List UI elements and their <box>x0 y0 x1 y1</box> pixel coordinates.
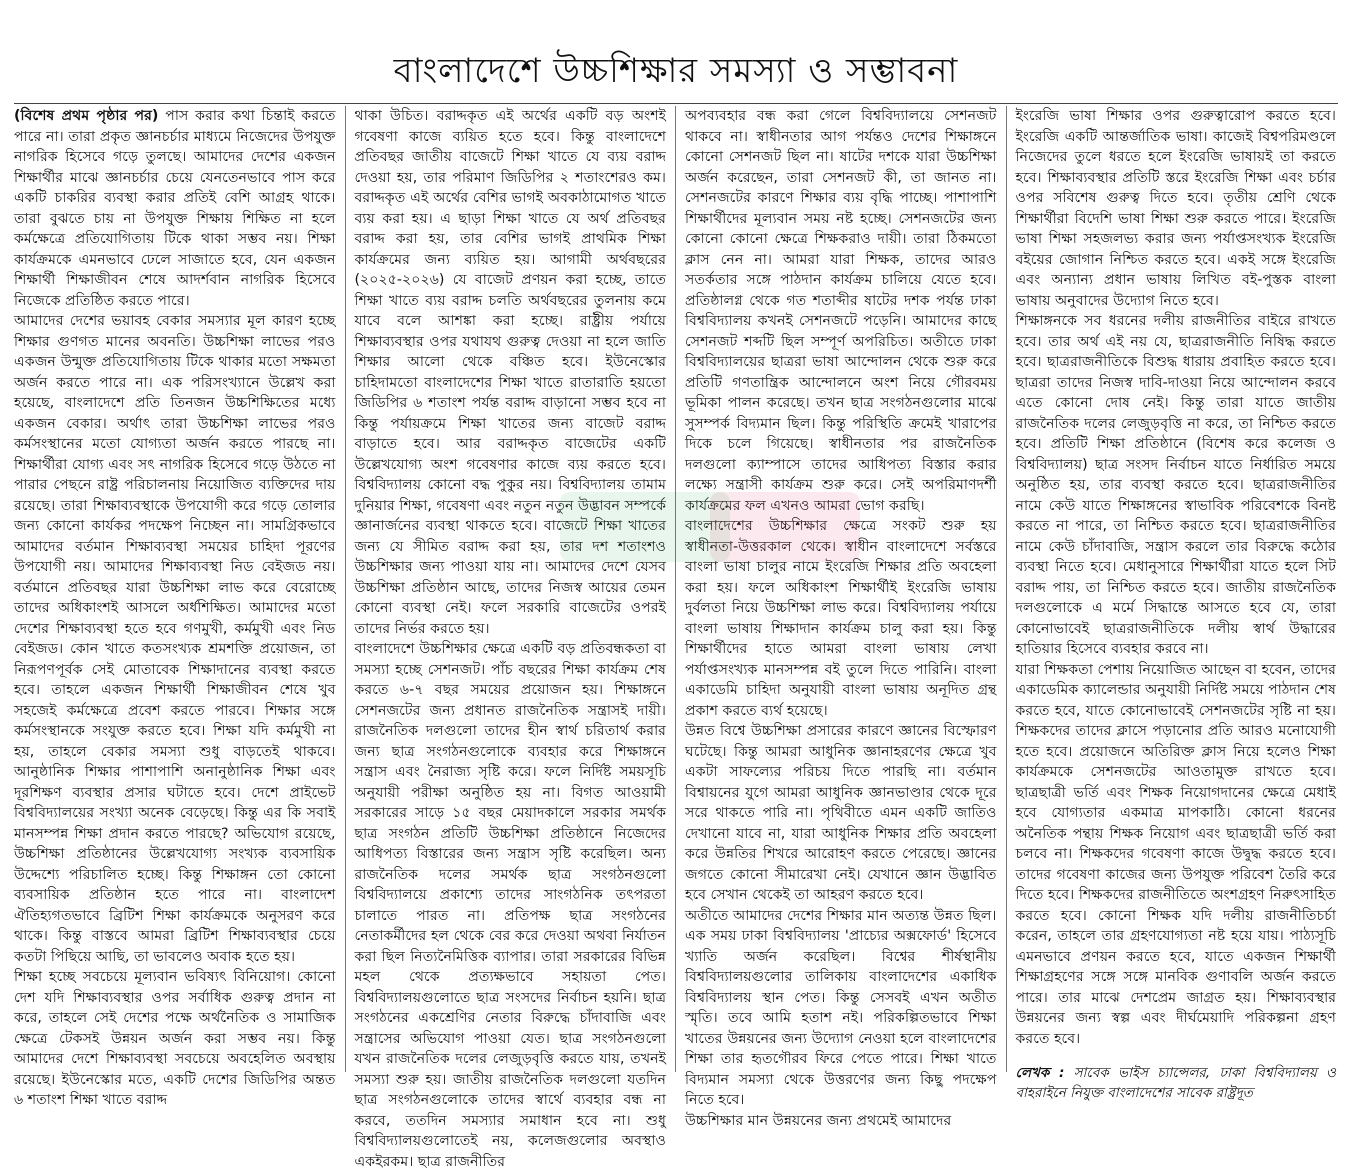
paragraph: উন্নত বিশ্বে উচ্চশিক্ষা প্রসারের কারণে জ্ঞানের বিস্ফোরণ ঘটেছে। কিন্তু আমরা আধুনিক জ্ঞানাহরণের ক্ষেত্রে খুব একটা সাফল্যের পরিচয় দিতে পারছি না। বর্তমান বিশ্বায়নের যুগে আমরা আধুনিক জ্ঞানভাণ্ডার থেকে দূরে সরে থাকতে পারি না। পৃথিবীতে এমন একটি জাতিও দেখানো যাবে না, যারা আধুনিক শিক্ষার প্রতি অবহেলা করে উন্নতির শিখরে আরোহণ করতে পেরেছে। জ্ঞানের জগতে কোনো সীমারেখা নেই। যেখানে জ্ঞান উদ্ভাবিত হবে সেখান থেকেই তা আহরণ করতে হবে। <box>685 723 997 903</box>
continuation-label: (বিশেষ প্রথম পৃষ্ঠার পর) <box>14 108 159 124</box>
paragraph: শিক্ষা হচ্ছে সবচেয়ে মূল্যবান ভবিষ্যৎ বিনিয়োগ। কোনো দেশ যদি শিক্ষাব্যবস্থার ওপর সর্বাধিক গুরুত্ব প্রদান না করে, তাহলে সেই দেশের পক্ষে অর্থনৈতিক ও সামাজিক ক্ষেত্রে টেকসই উন্নয়ন অর্জন করা সম্ভব নয়। কিন্তু আমাদের দেশে শিক্ষাব্যবস্থা সবচেয়ে অবহেলিত অবস্থায় রয়েছে। ইউনেস্কোর মতে, একটি দেশের জিডিপির অন্তত ৬ শতাংশ শিক্ষা খাতে বরাদ্দ <box>14 969 336 1108</box>
paragraph: যারা শিক্ষকতা পেশায় নিয়োজিত আছেন বা হবেন, তাদের একাডেমিক ক্যালেন্ডার অনুযায়ী নির্দিষ্ট সময়ে পাঠদান শেষ করতে হবে, যাতে কোনোভাবেই সেশনজটের সৃষ্টি না হয়। শিক্ষকদের তাদের ক্লাসে পড়ানোর প্রতি আরও মনোযোগী হতে হবে। প্রয়োজনে অতিরিক্ত ক্লাস নিয়ে হলেও শিক্ষা কার্যক্রমকে সেশনজটের আওতামুক্ত রাখতে হবে। ছাত্রছাত্রী ভর্তি এবং শিক্ষক নিয়োগদানের ক্ষেত্রে মেধাই হবে যোগ্যতার একমাত্র মাপকাঠি। কোনো ধরনের অনৈতিক পন্থায় শিক্ষক নিয়োগ এবং ছাত্রছাত্রী ভর্তি করা চলবে না। শিক্ষকদের গবেষণা কাজে উদ্বুদ্ধ করতে হবে। তাদের গবেষণা কাজের জন্য উপযুক্ত পরিবেশ তৈরি করে দিতে হবে। শিক্ষকদের রাজনীতিতে অংশগ্রহণ নিরুৎসাহিত করতে হবে। কোনো শিক্ষক যদি দলীয় রাজনীতিচর্চা করেন, তাহলে তার গ্রহণযোগ্যতা নষ্ট হয়ে যায়। পাঠ্যসূচি এমনভাবে প্রণয়ন করতে হবে, যাতে একজন শিক্ষার্থী শিক্ষাগ্রহণের সঙ্গে সঙ্গে মানবিক গুণাবলি অর্জন করতে পারে। তার মাঝে দেশপ্রেম জাগ্রত হয়। শিক্ষাব্যবস্থার উন্নয়নের জন্য স্বল্প এবং দীর্ঘমেয়াদি পরিকল্পনা গ্রহণ করতে হবে। <box>1015 661 1336 1047</box>
paragraph: ইংরেজি ভাষা শিক্ষার ওপর গুরুত্বারোপ করতে হবে। ইংরেজি একটি আন্তর্জাতিক ভাষা। কাজেই বিশ্বপরিমণ্ডলে নিজেদের তুলে ধরতে হলে ইংরেজি ভাষায়ই তা করতে হবে। শিক্ষাব্যবস্থার প্রতিটি স্তরে ইংরেজি শিক্ষা এবং চর্চার ওপর সবিশেষ গুরুত্ব দিতে হবে। তৃতীয় শ্রেণি থেকে শিক্ষার্থীরা বিদেশি ভাষা শিক্ষা শুরু করতে পারে। ইংরেজি ভাষা শিক্ষা সহজলভ্য করার জন্য পর্যাপ্তসংখ্যক ইংরেজি বইয়ের জোগান নিশ্চিত করতে হবে। একই সঙ্গে ইংরেজি এবং অন্যান্য প্রধান ভাষায় লিখিত বই-পুস্তক বাংলা ভাষায় অনুবাদের উদ্যোগ নিতে হবে। <box>1015 108 1336 309</box>
paragraph: থাকা উচিত। বরাদ্দকৃত এই অর্থের একটি বড় অংশই গবেষণা কাজে ব্যয়িত হতে হবে। কিন্তু বাংলাদেশে প্রতিবছর জাতীয় বাজেটে শিক্ষা খাতে যে ব্যয় বরাদ্দ দেওয়া হয়, তার পরিমাণ জিডিপির ২ শতাংশেরও কম। বরাদ্দকৃত এই অর্থের বেশির ভাগই অবকাঠামোগত খাতে ব্যয় করা হয়। এ ছাড়া শিক্ষা খাতে যে অর্থ প্রতিবছর বরাদ্দ করা হয়, তার বেশির ভাগই প্রাথমিক শিক্ষা কার্যক্রমের জন্য ব্যয়িত হয়। আগামী অর্থবছরের (২০২৫-২০২৬) যে বাজেট প্রণয়ন করা হচ্ছে, তাতে শিক্ষা খাতে ব্যয় বরাদ্দ চলতি অর্থবছরের তুলনায় কমে যাবে বলে আশঙ্কা করা হচ্ছে। রাষ্ট্রীয় পর্যায়ে শিক্ষাব্যবস্থার ওপর যথাযথ গুরুত্ব দেওয়া না হলে জাতি শিক্ষার আলো থেকে বঞ্চিত হবে। ইউনেস্কোর চাহিদামতো বাংলাদেশের শিক্ষা খাতে রাতারাতি হয়তো জিডিপির ৬ শতাংশ পর্যন্ত বরাদ্দ বাড়ানো সম্ভব হবে না কিন্তু পর্যায়ক্রমে শিক্ষা খাতের জন্য বাজেট বরাদ্দ বাড়াতে হবে। আর বরাদ্দকৃত বাজেটের একটি উল্লেখযোগ্য অংশ গবেষণার কাজে ব্যয় করতে হবে। বিশ্ববিদ্যালয় কোনো বদ্ধ পুকুর নয়। বিশ্ববিদ্যালয় তামাম দুনিয়ার শিক্ষা, গবেষণা এবং নতুন নতুন উদ্ভাবন সম্পর্কে জ্ঞানার্জনের ব্যবস্থা থাকতে হবে। বাজেটে শিক্ষা খাতের জন্য যে সীমিত বরাদ্দ করা হয়, তার দশ শতাংশও উচ্চশিক্ষার জন্য পাওয়া যায় না। আমাদের দেশে যেসব উচ্চশিক্ষা প্রতিষ্ঠান আছে, তাদের নিজস্ব আয়ের তেমন কোনো ব্যবস্থা নেই। ফলে সরকারি বাজেটের ওপরই তাদের নির্ভর করতে হয়। <box>354 108 666 637</box>
paragraph: উচ্চশিক্ষার মান উন্নয়নের জন্য প্রথমেই আমাদের <box>685 1112 952 1129</box>
paragraph: আমাদের দেশের ভয়াবহ বেকার সমস্যার মূল কারণ হচ্ছে শিক্ষার গুণগত মানের অবনতি। উচ্চশিক্ষা লাভের পরও একজন উন্মুক্ত প্রতিযোগিতায় টিকে থাকার মতো সক্ষমতা অর্জন করতে পারে না। এক পরিসংখ্যানে উল্লেখ করা হয়েছে, বাংলাদেশে প্রতি তিনজন উচ্চশিক্ষিতের মধ্যে একজন বেকার। অর্থাৎ তারা উচ্চশিক্ষা লাভের পরও কর্মসংস্থানের মতো যোগ্যতা অর্জন করতে পারছে না। শিক্ষার্থীরা যোগ্য এবং সৎ নাগরিক হিসেবে গড়ে উঠতে না পারার পেছনে রাষ্ট্র পরিচালনায় নিয়োজিত ব্যক্তিদের দায় রয়েছে। তারা শিক্ষাব্যবস্থাকে উপযোগী করে গড়ে তোলার জন্য কোনো কার্যকর পদক্ষেপ নিচ্ছেন না। সামগ্রিকভাবে আমাদের বর্তমান শিক্ষাব্যবস্থা সময়ের চাহিদা পূরণের উপযোগী নয়। আমাদের শিক্ষাব্যবস্থা নিড বেইজড নয়। বর্তমানে প্রতিবছর যারা উচ্চশিক্ষা লাভ করে বেরোচ্ছে তাদের অধিকাংশই আসলে অর্ধশিক্ষিত। আমাদের মতো দেশের শিক্ষাব্যবস্থা হতে হবে গণমুখী, কর্মমুখী এবং নিড বেইজড। কোন খাতে কতসংখ্যক শ্রমশক্তি প্রয়োজন, তা নিরূপণপূর্বক সেই মোতাবেক শিক্ষাদানের ব্যবস্থা করতে হবে। তাহলে একজন শিক্ষার্থী শিক্ষাজীবন শেষে খুব সহজেই কর্মক্ষেত্রে প্রবেশ করতে পারবে। শিক্ষার সঙ্গে কর্মসংস্থানকে সংযুক্ত করতে হবে। শিক্ষা যদি কর্মমুখী না হয়, তাহলে বেকার সমস্যা শুধু বাড়তেই থাকবে। আনুষ্ঠানিক শিক্ষার পাশাপাশি অনানুষ্ঠানিক শিক্ষা এবং দূরশিক্ষণ ব্যবস্থার প্রসার ঘটাতে হবে। দেশে প্রাইভেট বিশ্ববিদ্যালয়ের সংখ্যা অনেক বেড়েছে। কিন্তু এর কি সবাই মানসম্পন্ন শিক্ষা প্রদান করতে পারছে? অভিযোগ রয়েছে, উচ্চশিক্ষা প্রতিষ্ঠানের উল্লেখযোগ্য সংখ্যক ব্যবসায়িক উদ্দেশ্যে পরিচালিত হচ্ছে। কিন্তু শিক্ষাঙ্গন তো কোনো ব্যবসায়িক প্রতিষ্ঠান হতে পারে না। বাংলাদেশ ঐতিহ্যগতভাবে ব্রিটিশ শিক্ষা কার্যক্রমকে অনুসরণ করে থাকে। কিন্তু বাস্তবে আমরা ব্রিটিশ শিক্ষাব্যবস্থার চেয়ে কতটা পিছিয়ে আছি, তা ভাবলেও অবাক হতে হয়। <box>14 313 336 965</box>
article-body <box>14 106 1336 1170</box>
paragraph: অতীতে আমাদের দেশের শিক্ষার মান অত্যন্ত উন্নত ছিল। এক সময় ঢাকা বিশ্ববিদ্যালয় 'প্রাচ্যের অক্সফোর্ড' হিসেবে খ্যাতি অর্জন করেছিল। বিশ্বের শীর্ষস্থানীয় বিশ্ববিদ্যালয়গুলোর তালিকায় বাংলাদেশের একাধিক বিশ্ববিদ্যালয় স্থান পেত। কিন্তু সেসবই এখন অতীত স্মৃতি। তবে আমি হতাশ নই। পরিকল্পিতভাবে শিক্ষা খাতের উন্নয়নের জন্য উদ্যোগ নেওয়া হলে বাংলাদেশের শিক্ষা তার হৃতগৌরব ফিরে পেতে পারে। শিক্ষা খাতে বিদ্যমান সমস্যা থেকে উত্তরণের জন্য কিছু পদক্ষেপ নিতে হবে। <box>685 907 997 1108</box>
column-2 <box>345 106 676 1170</box>
paragraph: বাংলাদেশের উচ্চশিক্ষার ক্ষেত্রে সংকট শুরু হয় স্বাধীনতা-উত্তরকাল থেকে। স্বাধীন বাংলাদেশে সর্বস্তরে বাংলা ভাষা চালুর নামে ইংরেজি শিক্ষার প্রতি অবহেলা করা হয়। ফলে অধিকাংশ শিক্ষার্থীই ইংরেজি ভাষায় দুর্বলতা নিয়ে উচ্চশিক্ষা লাভ করে। বিশ্ববিদ্যালয় পর্যায়ে বাংলা ভাষায় শিক্ষাদান কার্যক্রম চালু করা হয়। কিন্তু শিক্ষার্থীদের হাতে আমরা বাংলা ভাষায় লেখা পর্যাপ্তসংখ্যক মানসম্পন্ন বই তুলে দিতে পারিনি। বাংলা একাডেমি চাহিদা অনুযায়ী বাংলা ভাষায় অনূদিত গ্রন্থ প্রকাশ করতে ব্যর্থ হয়েছে। <box>685 518 997 719</box>
article-headline: বাংলাদেশে উচ্চশিক্ষার সমস্যা ও সম্ভাবনা <box>393 51 959 91</box>
column-4 <box>1006 106 1337 1101</box>
column-3 <box>675 106 1006 1129</box>
headline-box <box>360 40 992 102</box>
paragraph: শিক্ষাঙ্গনকে সব ধরনের দলীয় রাজনীতির বাইরে রাখতে হবে। তার অর্থ এই নয় যে, ছাত্ররাজনীতি নিষিদ্ধ করতে হবে। ছাত্ররাজনীতিকে বিশুদ্ধ ধারায় প্রবাহিত করতে হবে। ছাত্ররা তাদের নিজস্ব দাবি-দাওয়া নিয়ে আন্দোলন করবে এতে কোনো দোষ নেই। কিন্তু তারা যাতে জাতীয় রাজনৈতিক দলের লেজুড়বৃত্তি না করে, তা নিশ্চিত করতে হবে। প্রতিটি শিক্ষা প্রতিষ্ঠানে (বিশেষ করে কলেজ ও বিশ্ববিদ্যালয়) ছাত্র সংসদ নির্বাচন যাতে নির্ধারিত সময়ে অনুষ্ঠিত হয়, তার ব্যবস্থা করতে হবে। ছাত্ররাজনীতির নামে কেউ যাতে শিক্ষাঙ্গনের স্বাভাবিক পরিবেশকে বিনষ্ট করতে না পারে, তা নিশ্চিত করতে হবে। ছাত্ররাজনীতির নামে কেউ চাঁদাবাজি, সন্ত্রাস করলে তার বিরুদ্ধে কঠোর ব্যবস্থা নিতে হবে। মেধানুসারে শিক্ষার্থীরা যাতে হলে সিট বরাদ্দ পায়, তা নিশ্চিত করতে হবে। জাতীয় রাজনৈতিক দলগুলোকে এ মর্মে সিদ্ধান্তে আসতে হবে যে, তারা কোনোভাবেই ছাত্ররাজনীতিকে দলীয় স্বার্থ উদ্ধারের হাতিয়ার হিসেবে ব্যবহার করবে না। <box>1015 313 1336 657</box>
paragraph-text: পাস করার কথা চিন্তাই করতে পারে না। তারা প্রকৃত জ্ঞানচর্চার মাধ্যমে নিজেদের উপযুক্ত নাগরিক হিসেবে গড়ে তুলছে। আমাদের দেশের একজন শিক্ষার্থীর মাঝে জ্ঞানচর্চার চেয়ে যেনতেনভাবে পাস করে একটি চাকরির ব্যবস্থা করার প্রতিই বেশি আগ্রহ থাকে। তারা বুঝতে চায় না উপযুক্ত শিক্ষায় শিক্ষিত না হলে কর্মক্ষেত্রে প্রতিযোগিতায় টিকে থাকা সম্ভব নয়। শিক্ষা কার্যক্রমকে এমনভাবে ঢেলে সাজাতে হবে, যেন একজন শিক্ষার্থী শিক্ষাজীবন শেষে আদর্শবান নাগরিক হিসেবে নিজেকে প্রতিষ্ঠিত করতে পারে। <box>14 108 336 309</box>
byline-label: লেখক : <box>1015 1065 1065 1081</box>
paragraph <box>14 106 336 311</box>
byline-text: সাবেক ভাইস চ্যান্সেলর, ঢাকা বিশ্ববিদ্যালয় ও বাহরাইনে নিযুক্ত বাংলাদেশের সাবেক রাষ্ট্রদূত <box>1015 1065 1336 1101</box>
author-byline <box>1016 1063 1337 1103</box>
paragraph: বাংলাদেশে উচ্চশিক্ষার ক্ষেত্রে একটি বড় প্রতিবন্ধকতা বা সমস্যা হচ্ছে সেশনজট। পাঁচ বছরের শিক্ষা কার্যক্রম শেষ করতে ৬-৭ বছর সময়ের প্রয়োজন হয়। শিক্ষাঙ্গনে সেশনজটের জন্য প্রধানত রাজনৈতিক সন্ত্রাসই দায়ী। রাজনৈতিক দলগুলো তাদের হীন স্বার্থ চরিতার্থ করার জন্য ছাত্র সংগঠনগুলোকে ব্যবহার করে শিক্ষাঙ্গনে সন্ত্রাস এবং নৈরাজ্য সৃষ্টি করে। ফলে নির্দিষ্ট সময়সূচি অনুযায়ী পরীক্ষা অনুষ্ঠিত হয় না। বিগত আওয়ামী সরকারের সাড়ে ১৫ বছর মেয়াদকালে সরকার সমর্থক ছাত্র সংগঠন প্রতিটি উচ্চশিক্ষা প্রতিষ্ঠানে নিজেদের আধিপত্য বিস্তারের জন্য সন্ত্রাস সৃষ্টি করেছিল। অন্য রাজনৈতিক দলের সমর্থক ছাত্র সংগঠনগুলো বিশ্ববিদ্যালয়ে প্রকাশ্যে তাদের সাংগঠনিক তৎপরতা চালাতে পারত না। প্রতিপক্ষ ছাত্র সংগঠনের নেতাকর্মীদের হল থেকে বের করে দেওয়া অথবা নির্যাতন করা ছিল নিত্যনৈমিত্তিক ব্যাপার। তারা সরকারের বিভিন্ন মহল থেকে প্রত্যক্ষভাবে সহায়তা পেত। বিশ্ববিদ্যালয়গুলোতে ছাত্র সংসদের নির্বাচন হয়নি। ছাত্র সংগঠনের একশ্রেণির নেতার বিরুদ্ধে চাঁদাবাজি এবং সন্ত্রাসের অভিযোগ পাওয়া যেত। ছাত্র সংগঠনগুলো যখন রাজনৈতিক দলের লেজুড়বৃত্তি করতে যায়, তখনই সমস্যা শুরু হয়। জাতীয় রাজনৈতিক দলগুলো যতদিন ছাত্র সংগঠনগুলোকে তাদের স্বার্থে ব্যবহার বন্ধ না করবে, ততদিন সমস্যার সমাধান হবে না। শুধু বিশ্ববিদ্যালয়গুলোতেই নয়, কলেজগুলোর অবস্থাও একইরকম। ছাত্র রাজনীতির <box>354 641 666 1170</box>
headline-rule <box>14 103 1338 104</box>
column-1 <box>14 106 345 1108</box>
paragraph: অপব্যবহার বন্ধ করা গেলে বিশ্ববিদ্যালয়ে সেশনজট থাকবে না। স্বাধীনতার আগ পর্যন্তও দেশের শিক্ষাঙ্গনে কোনো সেশনজট ছিল না। ষাটের দশকে যারা উচ্চশিক্ষা অর্জন করেছেন, তারা সেশনজট কী, তা জানত না। সেশনজটের কারণে শিক্ষার ব্যয় বৃদ্ধি পাচ্ছে। পাশাপাশি শিক্ষার্থীদের মূল্যবান সময় নষ্ট হচ্ছে। সেশনজটের জন্য কোনো কোনো ক্ষেত্রে শিক্ষকরাও দায়ী। তারা ঠিকমতো ক্লাস নেন না। আমরা যারা শিক্ষক, তাদের আরও সতর্কতার সঙ্গে পাঠদান কার্যক্রম চালিয়ে যেতে হবে। প্রতিষ্ঠালগ্ন থেকে গত শতাব্দীর ষাটের দশক পর্যন্ত ঢাকা বিশ্ববিদ্যালয় কখনই সেশনজটে পড়েনি। আমাদের কাছে সেশনজট শব্দটি ছিল সম্পূর্ণ অপরিচিত। অতীতে ঢাকা বিশ্ববিদ্যালয়ের ছাত্ররা ভাষা আন্দোলন থেকে শুরু করে প্রতিটি গণতান্ত্রিক আন্দোলনে অংশ নিয়ে গৌরবময় ভূমিকা পালন করেছে। তখন ছাত্র সংগঠনগুলোর মাঝে সুসম্পর্ক বিদ্যমান ছিল। কিন্তু পরিস্থিতি ক্রমেই খারাপের দিকে চলে গিয়েছে। স্বাধীনতার পর রাজনৈতিক দলগুলো ক্যাম্পাসে তাদের আধিপত্য বিস্তার করার লক্ষ্যে সন্ত্রাসী কার্যক্রম শুরু করে। সেই অপরিমাণদর্শী কার্যক্রমের ফল এখনও আমরা ভোগ করছি। <box>685 108 997 514</box>
